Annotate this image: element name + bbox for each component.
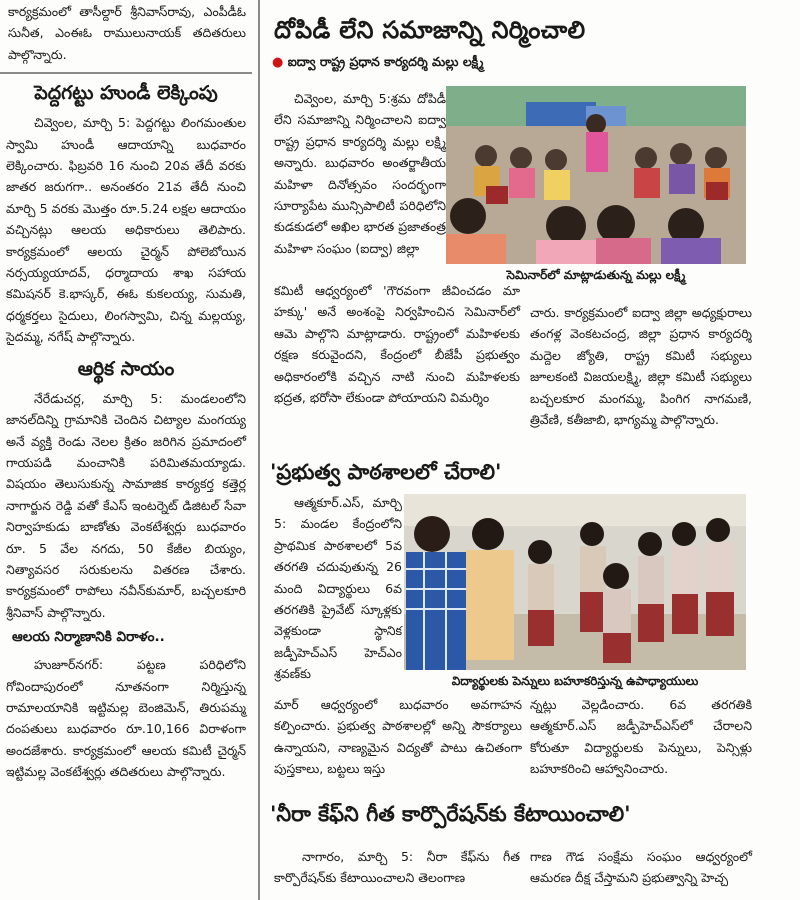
article-body: కమిటీ ఆధ్వర్యంలో 'గౌరవంగా జీవించడం మా హక్కు' అనే అంశంపై నిర్వహించిన సెమినార్‌లో ఆమె పాల్గొని మాట్లాడారు. రాష్ట్రంలో మహిళలకు రక్షణ కరువైందని, కేంద్రంలో బీజేపీ ప్రభుత్వం అధికారంలోకి వచ్చిన నాటి నుంచి మహిళలకు భద్రత, భరోసా లేకుండా పోయాయని విమర్శిం	[274, 283, 520, 406]
photo-image	[446, 86, 746, 264]
article-headline: 'నీరా కేఫ్‌ని గీత కార్పొరేషన్‌కు కేటాయించాలి'	[270, 802, 631, 826]
byline	[272, 54, 800, 73]
article-temple-donation	[0, 629, 252, 782]
byline-text: ఐద్వా రాష్ట్ర ప్రధాన కార్యదర్శి మల్లు లక్ష్మీ	[287, 54, 484, 69]
article-body: చివ్వెంల, మార్చి 5: పెద్దగట్టు లింగమంతుల స్వామి హుండీ ఆదాయాన్ని బుధవారం లెక్కించారు. ఫిబ్రవరి 16 నుంచి 20వ తేదీ వరకు జాతర జరుగగా.. అనంతరం 21వ తేదీ నుంచి మార్చి 5 వరకు మొత్తం రూ.5.24 లక్షల ఆదాయం వచ్చినట్లు ఆలయ అధికారులు తెలిపారు. కార్యక్రమంలో ఆలయ చైర్మన్ పోలెబోయిన నర్సయ్యయాదవ్, ధర్మాదాయ శాఖ సహాయ కమిషనర్ కె.భాస్కర్, ఈఓ కుకలయ్య, సుమతి, ధర్మకర్తలు సైదులు, లింగస్వామి, చిన్న మల్లయ్య, సైదమ్మ, నగేష్ పాల్గొన్నారు.	[6, 115, 246, 345]
photo-caption: విద్యార్థులకు పెన్నులు బహూకరిస్తున్న ఉపాధ్యాయులు	[451, 674, 699, 688]
article-body: హుజూర్‌నగర్: పట్టణ పరిధిలోని గోవిందాపురంలో నూతనంగా నిర్మిస్తున్న రామాలయానికి ఇట్టిమల్ల బెంజిమెన్, తిరుపమ్మ దంపతులు బుధవారం రూ.10,166 విరాళంగా అందజేశారు. కార్యక్రమంలో ఆలయ కమిటీ చైర్మన్ ఇట్టిమల్ల వెంకటేశ్వర్లు తదితరులు పాల్గొన్నారు.	[6, 657, 246, 780]
article-body: న్నట్లు వెల్లడించారు. 6వ తరగతికి ఆత్మకూర్.ఎస్ జడ్పీహెచ్ఎస్‌లో చేరాలని కోరుతూ విద్యార్థులకు పెన్నులు, పెన్సిళ్లు బహూకరించి ఆహ్వానించారు.	[530, 697, 752, 777]
article-body: నేరేడుచర్ల, మార్చి 5: మండలంలోని జానల్‌దిన్ని గ్రామానికి చెందిన చిట్యాల మంగయ్య అనే వ్యక్తి రెండు నెలల క్రితం జరిగిన ప్రమాదంలో గాయపడి మంచానికి పరిమితమయ్యాడు. విషయం తెలుసుకున్న సామాజిక కార్యకర్త కత్తెర్ల నాగార్జున రెడ్డి వతో కేఎస్ ఇంటర్నెట్ డిజిటల్ సేవా నిర్వాహకుడు బాణోతు వెంకటేశ్వర్లు బుధవారం రూ. 5 వేల నగదు, 50 కేజీల బియ్యం, నిత్యావసర సరుకులను వితరణ చేశారు. కార్యక్రమంలో రాపోలు నవీన్‌కుమార్, బచ్చలకూరి శ్రీనివాస్ పాల్గొన్నారు.	[6, 390, 246, 620]
article-subheadline: ఆలయ నిర్మాణానికి విరాళం..	[12, 629, 165, 646]
bullet-icon: ●	[272, 55, 284, 70]
school-photo	[404, 494, 746, 670]
article-headline: 'ప్రభుత్వ పాఠశాలలో చేరాలి'	[270, 460, 502, 484]
photo-image	[404, 494, 746, 670]
article-body: గాణ గౌడ సంక్షేమ సంఘం ఆధ్వర్యంలో ఆమరణ దీక్ష చేస్తామని ప్రభుత్వాన్ని హెచ్చ	[530, 849, 752, 886]
article-body: చివ్వెంల, మార్చి 5:శ్రమ దోపిడీ లేని సమాజాన్ని నిర్మించాలని ఐద్వా రాష్ట్ర ప్రధాన కార్యదర్శి మల్లు లక్ష్మి అన్నారు. బుధవారం అంతర్జాతీయ మహిళా దినోత్సవం సందర్భంగా సూర్యాపేట మున్సిపాలిటీ పరిధిలోని కుడకుడలో అఖిల భారత ప్రజాతంత్ర మహిళా సంఘం (ఐద్వా) జిల్లా	[274, 91, 446, 256]
article-body: చారు. కార్యక్రమంలో ఐద్వా జిల్లా అధ్యక్షురాలు తంగళ్ల వెంకటచంద్ర, జిల్లా ప్రధాన కార్యదర్శి మద్దెల జ్యోతి, రాష్ట్ర కమిటీ సభ్యులు జూలకంటి విజయలక్ష్మి, జిల్లా కమిటీ సభ్యులు బచ్చలకూర మంగమ్మ, పింగిగ నాగమణి, త్రివేణి, కతీజాబి, భాగ్యమ్మ పాల్గొన్నారు.	[530, 305, 752, 428]
article-headline: ఆర్థిక సాయం	[77, 357, 175, 380]
photo-caption: సెమినార్‌లో మాట్లాడుతున్న మల్లు లక్ష్మీ	[506, 268, 686, 282]
top-fragment: కార్యక్రమంలో తాసీల్దార్ శ్రీనివాస్‌రావు, ఎంపీడీఓ సునీత, ఎంఈఓ రాములునాయక్ తదితరులు పాల్గొన్నారు.	[8, 4, 246, 62]
left-column	[0, 0, 252, 900]
article-headline: పెద్దగట్టు హుండీ లెక్కింపు	[34, 82, 218, 105]
right-area	[266, 0, 800, 900]
article-financial-aid	[0, 356, 252, 623]
article-main	[266, 10, 800, 73]
article-body: ఆత్మకూర్.ఎస్, మార్చి 5: మండల కేంద్రంలోని ప్రాథమిక పాఠశాలలో 5వ తరగతి చదువుతున్న 26 మంది విద్యార్థులు 6వ తరగతికి ప్రైవేట్ స్కూళ్లకు వెళ్లకుండా స్థానిక జడ్పీహెచ్ఎస్ హెచ్‌ఎం శ్రవణ్‌కు	[274, 495, 402, 682]
divider	[0, 72, 252, 74]
article-body: నాగారం, మార్చి 5: నీరా కేఫ్‌ను గీత కార్పొరేషన్‌కు కేటాయించాలని తెలంగాణ	[274, 849, 520, 886]
article-body: మార్ ఆధ్వర్యంలో బుధవారం అవగాహన కల్పించారు. ప్రభుత్వ పాఠశాలల్లో అన్ని సౌకర్యాలు ఉన్నాయని, నాణ్యమైన విద్యతో పాటు ఉచితంగా పుస్తకాలు, బట్టలు ఇస్తు	[274, 697, 522, 777]
column-divider	[258, 0, 260, 900]
article-headline: దోపిడీ లేని సమాజాన్ని నిర్మించాలి	[274, 16, 586, 44]
article-hundi	[0, 80, 252, 347]
seminar-photo	[446, 86, 746, 264]
